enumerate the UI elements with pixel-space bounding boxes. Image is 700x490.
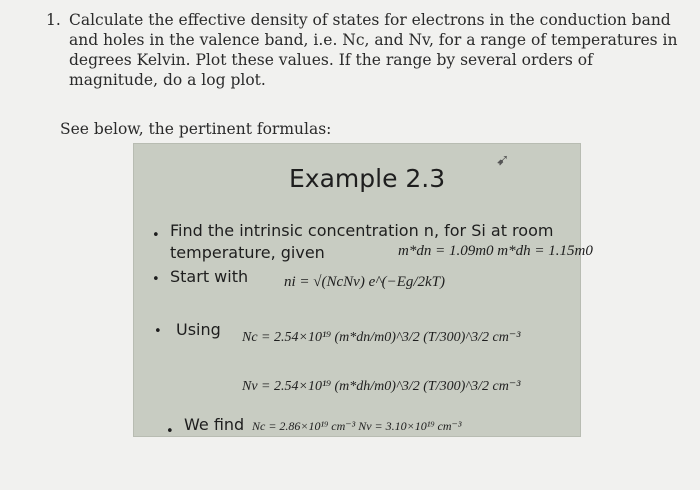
bullet-icon: • [152,272,160,287]
result-formula: Nc = 2.86×10¹⁹ cm⁻³ Nv = 3.10×10¹⁹ cm⁻³ [252,419,462,433]
example-slide-image [134,144,593,439]
bullet-icon: • [166,424,174,439]
intro-text: See below, the pertinent formulas: [60,120,332,138]
slide-line-5: We find [184,415,245,434]
nc-formula: Nc = 2.54×10¹⁹ (m*dn/m0)^3/2 (T/300)^3/2 cm⁻³ [242,330,521,345]
nv-formula: Nv = 2.54×10¹⁹ (m*dh/m0)^3/2 (T/300)^3/2 cm⁻³ [242,379,521,394]
mouse-cursor-icon: ➹ [496,150,510,169]
slide-line-2: temperature, given [170,243,325,262]
question-number: 1. [46,11,61,29]
bullet-icon: • [154,324,162,339]
slide-line-1: Find the intrinsic concentration n, for Si at room [170,221,554,240]
given-masses-formula: m*dn = 1.09m0 m*dh = 1.15m0 [398,243,593,259]
question-text: Calculate the effective density of states for electrons in the conduction band and holes in the valence band, i.e. Nc, and Nv, for a range of temperatures in degrees Kelvin. Plot these values. If the range by several orders of magnitude, do a log plot. [69,11,678,89]
slide-line-3: Start with [170,267,249,286]
ni-formula: ni = √(NcNv) e^(−Eg/2kT) [284,274,446,290]
bullet-icon: • [152,228,160,243]
slide-title: Example 2.3 [289,164,446,193]
slide-line-4: Using [176,320,221,339]
